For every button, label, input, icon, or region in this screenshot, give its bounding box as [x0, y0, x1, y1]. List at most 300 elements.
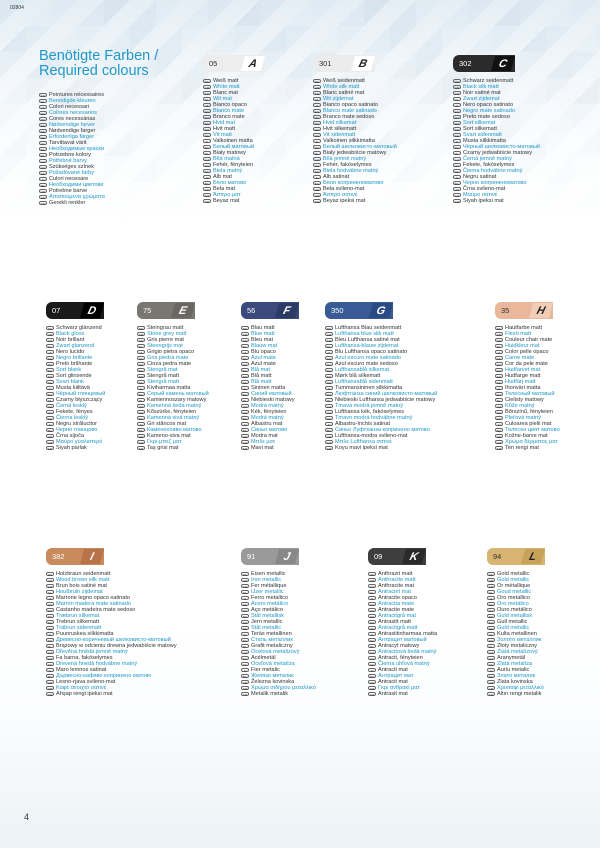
flag-icon: NO	[47, 620, 53, 625]
flag-icon: HR	[369, 680, 375, 685]
paint-name: Goud metallic	[497, 589, 532, 595]
paint-name: Carne mate	[505, 355, 535, 361]
paint-name-list	[241, 325, 295, 451]
flag-icon: DK	[314, 121, 320, 126]
flag-icon: FR	[489, 584, 493, 589]
flag-icon: PT	[325, 362, 333, 367]
paint-name: Blanc mat	[213, 90, 238, 96]
flag-icon: ES	[488, 602, 493, 607]
flag-icon: SK	[47, 416, 52, 421]
flag-icon: SK	[488, 662, 493, 667]
flag-icon: CZ	[41, 159, 45, 164]
flag-icon: NL	[39, 99, 47, 104]
paint-name: Kůže matný	[505, 403, 535, 409]
paint-name: Biały matowy	[213, 150, 246, 156]
paint-name: Antracitgrå matt	[378, 625, 418, 631]
paint-letter: D	[80, 303, 104, 318]
flag-icon: TR	[48, 692, 52, 697]
paint-name-row	[495, 445, 560, 451]
flag-icon: PT	[39, 117, 47, 122]
paint-code: 07	[52, 306, 61, 315]
paint-name-list	[325, 325, 437, 451]
paint-name: Steingrau matt	[147, 325, 184, 331]
flag-icon: DK	[242, 368, 248, 373]
paint-name: Czarny jedwabiście matowy	[463, 150, 533, 156]
flag-icon: PT	[487, 608, 495, 613]
paint-name: Hudfarvet mat	[505, 367, 541, 373]
paint-name: Желязо металик	[251, 673, 294, 679]
paint-name: Acero metálico	[251, 601, 288, 607]
paint-name: Синьо Луфтханза копринено матово	[335, 427, 430, 433]
flag-icon: DE	[204, 79, 210, 84]
paint-name: Sort blank	[56, 367, 82, 373]
flag-icon: PL	[241, 398, 249, 403]
language-label: Colori necessari	[49, 104, 90, 110]
flag-icon: FI	[46, 632, 54, 637]
flag-icon: SK	[369, 662, 374, 667]
flag-icon: DE	[314, 79, 320, 84]
flag-icon: CZ	[243, 404, 247, 409]
flag-icon: GB	[496, 332, 502, 337]
paint-name: Antraciet mat	[378, 589, 411, 595]
paint-name: Metalik metalik	[251, 691, 288, 697]
flag-icon: DE	[242, 326, 248, 331]
paint-name: Сталь металлик	[251, 637, 293, 643]
paint-name: Antracit mat	[378, 679, 408, 685]
paint-name: Kožne-barve mat	[505, 433, 548, 439]
paint-name: Siyah ipeksi mat	[463, 198, 504, 204]
flag-icon: FR	[48, 584, 52, 589]
flag-icon: IT	[241, 350, 249, 355]
paint-name: Svart blank	[56, 379, 84, 385]
flag-icon: NO	[496, 374, 502, 379]
paint-name: Fa barna, fakóselymes	[56, 655, 113, 661]
flag-icon: PT	[241, 362, 249, 367]
flag-icon: HR	[496, 434, 502, 439]
paint-name: Ihonväri matta	[505, 385, 541, 391]
flag-icon: DK	[204, 121, 210, 126]
paint-code: 05	[209, 59, 218, 68]
paint-name: Vit sidenmatt	[323, 132, 356, 138]
flag-icon: RU	[40, 147, 46, 152]
flag-icon: IT	[368, 596, 376, 601]
paint-name: Antracite mate	[378, 607, 415, 613]
paint-name: Anthracite matt	[378, 577, 416, 583]
paint-name: Kameno-siva mat	[147, 433, 191, 439]
flag-icon: TR	[139, 446, 143, 451]
paint-name-row	[241, 445, 295, 451]
flag-icon: GR	[326, 440, 332, 445]
paint-name: Чёрный шелковисто-матовый	[463, 144, 540, 150]
flag-icon: HU	[40, 165, 46, 170]
flag-icon: NL	[368, 590, 376, 595]
paint-name: Χρυσαφί μεταλλικό	[497, 685, 544, 691]
flag-icon: SI	[137, 422, 145, 427]
paint-name: Svart sidenmatt	[463, 132, 502, 138]
paint-name: Biały jedwabiście matowy	[323, 150, 387, 156]
flag-icon: RU	[138, 392, 144, 397]
flag-icon: NO	[138, 374, 144, 379]
flag-icon: NO	[369, 620, 375, 625]
flag-icon: TR	[497, 446, 501, 451]
flag-icon: DK	[496, 368, 502, 373]
flag-icon: HU	[314, 163, 320, 168]
paint-name: Bílá jemně matný	[323, 156, 367, 162]
flag-icon: BG	[40, 183, 46, 188]
paint-name: Nero opaco satinato	[463, 102, 514, 108]
flag-icon: GB	[369, 578, 375, 583]
paint-name: Bianco opaco satinato	[323, 102, 379, 108]
flag-icon: TR	[205, 199, 209, 204]
paint-name: Musta kiiltävä	[56, 385, 90, 391]
paint-name: IJzer metallic	[251, 589, 284, 595]
paint-swatch-f	[241, 302, 299, 319]
paint-name: Gold metallic	[497, 571, 530, 577]
flag-icon: PT	[46, 608, 54, 613]
paint-name-row	[453, 198, 540, 204]
flag-icon: CZ	[243, 650, 247, 655]
flag-icon: CZ	[497, 404, 501, 409]
flag-icon: FR	[243, 584, 247, 589]
flag-icon: GB	[138, 332, 144, 337]
paint-name-list	[453, 78, 540, 204]
paint-name: Lufthansa kék, fakóselymes	[335, 409, 405, 415]
language-label: Benodigde kleuren	[49, 98, 96, 104]
flag-icon: NL	[495, 344, 503, 349]
flag-icon: TR	[489, 692, 493, 697]
flag-icon: SK	[138, 416, 143, 421]
paint-name-row	[313, 198, 397, 204]
flag-icon: IT	[487, 596, 495, 601]
flag-icon: HR	[242, 434, 248, 439]
paint-swatch-k	[368, 548, 426, 565]
flag-icon: GB	[454, 85, 460, 90]
paint-name: Blanco mate satinado	[323, 108, 377, 114]
flag-icon: RU	[242, 638, 248, 643]
paint-name: Branco mate sedoso	[323, 114, 375, 120]
paint-name: Weiß matt	[213, 78, 239, 84]
paint-name: Taş grisi mat	[147, 445, 179, 451]
paint-name: Tummansininen silkkimatta	[335, 385, 403, 391]
paint-name: Beyaz ipeksi mat	[323, 198, 366, 204]
flag-icon: FI	[46, 386, 54, 391]
flag-icon: SK	[47, 662, 52, 667]
paint-name: Dřevěná hnědá jemně matný	[56, 649, 128, 655]
paint-name: Дървесно-кафяво копринено матово	[56, 673, 152, 679]
flag-icon: TR	[243, 446, 247, 451]
paint-name: Culoarea pielii mat	[505, 421, 552, 427]
flag-icon: IT	[203, 103, 211, 108]
flag-icon: RU	[47, 638, 53, 643]
flag-icon: GB	[314, 85, 320, 90]
language-label: Potřebné barvy	[49, 158, 87, 164]
paint-name-list	[46, 325, 105, 451]
paint-name: Azul oscuro mate satinado	[335, 355, 401, 361]
paint-swatch-a	[203, 55, 265, 72]
paint-name: Guld metallisk	[497, 613, 533, 619]
language-label: Culori necesare	[49, 176, 89, 182]
flag-icon: SE	[326, 380, 331, 385]
paint-name: Brązowy w odcieniu drewna jedwabiście matowy	[56, 643, 177, 649]
flag-icon: RU	[314, 145, 320, 150]
paint-name: Houtbruin zijdemat	[56, 589, 103, 595]
paint-name: Blanco mate	[213, 108, 245, 114]
language-label: Необходими цветове	[49, 182, 104, 188]
language-label: Tarvittavat värit	[49, 140, 87, 146]
flag-icon: RU	[47, 392, 53, 397]
flag-icon: GB	[326, 332, 332, 337]
paint-name: Ferro metallico	[251, 595, 288, 601]
paint-name: Træbrun silkemat	[56, 613, 100, 619]
paint-name: Niebieski matowy	[251, 397, 295, 403]
paint-name: Or métallique	[497, 583, 531, 589]
flag-icon: SE	[204, 133, 209, 138]
flag-icon: PT	[313, 115, 321, 120]
paint-name-row	[325, 445, 437, 451]
paint-name: Ten rengi mat	[505, 445, 539, 451]
flag-icon: ES	[47, 602, 52, 607]
paint-name: Black silk matt	[463, 84, 499, 90]
flag-icon: FI	[203, 139, 211, 144]
paint-name: Weiß seidenmatt	[323, 78, 365, 84]
flag-icon: NO	[204, 127, 210, 132]
paint-name: Μαύρο γυαλιστερό	[56, 439, 103, 445]
flag-icon: ES	[138, 356, 143, 361]
paint-name: White matt	[213, 84, 240, 90]
flag-icon: FI	[241, 632, 249, 637]
paint-name: Zlatá metalíza	[497, 661, 533, 667]
paint-name: Γκρι ανθρακί ματ	[378, 685, 420, 691]
paint-name: Белый шелковисто-матовый	[323, 144, 397, 150]
flag-icon: RU	[496, 392, 502, 397]
paint-name: Bőrszínű, fényteien	[505, 409, 553, 415]
paint-name: Μπλε Lufthansa σατινέ	[335, 439, 392, 445]
paint-name: Branco mate	[213, 114, 245, 120]
flag-icon: FR	[315, 91, 319, 96]
paint-name: Negru satinat	[463, 174, 497, 180]
paint-name: Blå matt	[251, 379, 272, 385]
paint-name: Lesno-rjava svileno-mat	[56, 679, 116, 685]
flag-icon: PT	[241, 608, 249, 613]
flag-icon: ES	[242, 602, 247, 607]
paint-name: Антрацит матовый	[378, 637, 427, 643]
paint-name: Preto brilhante	[56, 361, 93, 367]
paint-name-row	[46, 445, 105, 451]
paint-name: Črna svileno-mat	[463, 186, 506, 192]
paint-name: Zwart glanzend	[56, 343, 95, 349]
flag-icon: FI	[495, 386, 503, 391]
paint-swatch-l	[487, 548, 545, 565]
paint-name: Ahşap rengi ipeksi mat	[56, 691, 113, 697]
flag-icon: GR	[314, 193, 320, 198]
flag-icon: NL	[46, 590, 54, 595]
paint-name: Schwarz seidenmatt	[463, 78, 514, 84]
paint-name: Antrasit mat	[378, 691, 408, 697]
flag-icon: DE	[369, 572, 375, 577]
paint-name: Color pelle opaco	[505, 349, 549, 355]
paint-swatch-e	[137, 302, 195, 319]
flag-icon: BG	[314, 181, 320, 186]
flag-icon: ES	[454, 109, 459, 114]
paint-name: Antracitová šedá matný	[378, 649, 437, 655]
flag-icon: ES	[326, 356, 331, 361]
paint-name: Biela hodvábne matný	[323, 168, 379, 174]
flag-icon: HR	[314, 187, 320, 192]
language-legend	[39, 92, 105, 206]
flag-icon: NL	[46, 344, 54, 349]
flag-icon: GR	[488, 686, 494, 691]
flag-icon: SE	[40, 135, 45, 140]
flag-icon: PL	[137, 398, 145, 403]
paint-name: Biela matný	[213, 168, 243, 174]
flag-icon: HR	[242, 680, 248, 685]
paint-name: Телесен цвят матово	[505, 427, 560, 433]
paint-letter: K	[402, 549, 426, 564]
paint-name: Cinza pedra mate	[147, 361, 192, 367]
paint-name: Brun bois satiné mat	[56, 583, 107, 589]
paint-name: Wit zijdemat	[323, 96, 354, 102]
paint-name: Steengrijs mat	[147, 343, 183, 349]
paint-name: Modrá matný	[251, 415, 284, 421]
paint-name: Cor da pele mate	[505, 361, 548, 367]
paint-name: Ouro metálico	[497, 607, 532, 613]
flag-icon: HR	[326, 434, 332, 439]
paint-name: Kamiennoszary matowy	[147, 397, 207, 403]
paint-name: Antracita mate	[378, 601, 415, 607]
paint-letter: A	[241, 56, 265, 71]
flag-icon: SK	[314, 169, 319, 174]
paint-name: Антрацит мат	[378, 673, 414, 679]
flag-icon: DK	[47, 368, 53, 373]
flag-icon: NL	[203, 97, 211, 102]
flag-icon: NL	[241, 344, 249, 349]
flag-icon: DK	[242, 614, 248, 619]
flag-icon: GB	[242, 332, 248, 337]
paint-name: Stone grey matt	[147, 331, 187, 337]
paint-name: Blå mat	[251, 367, 270, 373]
paint-name: Anthrazit matt	[378, 571, 413, 577]
flag-icon: PL	[203, 151, 211, 156]
paint-name: Stengrå mat	[147, 367, 178, 373]
paint-name: Злато металик	[497, 673, 536, 679]
flag-icon: GR	[454, 193, 460, 198]
paint-swatch-j	[241, 548, 299, 565]
flag-icon: ES	[204, 109, 209, 114]
flag-icon: NO	[488, 620, 494, 625]
paint-name: Bianco opaco	[213, 102, 247, 108]
flag-icon: HU	[242, 656, 248, 661]
flag-icon: BG	[488, 674, 494, 679]
paint-name: Acélmetál	[251, 655, 276, 661]
paint-name-list	[241, 571, 316, 697]
paint-name: Antracit mat	[378, 667, 408, 673]
flag-icon: PL	[39, 153, 47, 158]
flag-icon: SI	[325, 422, 333, 427]
paint-name: Stål metallic	[251, 625, 282, 631]
paint-name: Huidkleur mat	[505, 343, 540, 349]
flag-icon: DE	[47, 326, 53, 331]
paint-name: Blu opaco	[251, 349, 276, 355]
flag-icon: IT	[453, 103, 461, 108]
flag-icon: NL	[325, 344, 333, 349]
paint-name: Antracite opaco	[378, 595, 417, 601]
paint-name: Holzbraun seidenmatt	[56, 571, 111, 577]
flag-icon: FI	[39, 141, 47, 146]
paint-name: Kulta metallinen	[497, 631, 537, 637]
flag-icon: CZ	[489, 650, 493, 655]
paint-name: Hvid mat	[213, 120, 236, 126]
language-label: Colores necesarios	[49, 110, 97, 116]
paint-name: Hautfarbe matt	[505, 325, 542, 331]
language-label: Gerekli renkler	[49, 200, 86, 206]
flag-icon: DK	[454, 121, 460, 126]
flag-icon: IT	[39, 105, 47, 110]
flag-icon: CZ	[455, 157, 459, 162]
paint-swatch-c	[453, 55, 515, 72]
flag-icon: PL	[453, 151, 461, 156]
flag-icon: PT	[137, 362, 145, 367]
flag-icon: PL	[241, 644, 249, 649]
paint-name: Ocelová metalizový	[251, 649, 300, 655]
flag-icon: SI	[453, 175, 461, 180]
paint-name: Modra mat	[251, 433, 278, 439]
paint-name: Zlata kovinska	[497, 679, 533, 685]
flag-icon: TR	[48, 446, 52, 451]
paint-name: Beyaz mat	[213, 198, 240, 204]
paint-swatch-g	[325, 302, 393, 319]
paint-name: Maro lemnos satinat	[56, 667, 107, 673]
flag-icon: PT	[368, 608, 376, 613]
flag-icon: GR	[47, 440, 53, 445]
paint-name: Blau matt	[251, 325, 275, 331]
flag-icon: SI	[368, 668, 376, 673]
paint-name: Μαύρο σατινέ	[463, 192, 498, 198]
flag-icon: HR	[47, 680, 53, 685]
paint-code: 350	[331, 306, 344, 315]
paint-name: Kiviharmaa matta	[147, 385, 191, 391]
paint-name: Nero lucido	[56, 349, 85, 355]
paint-name: Valkoinen matta	[213, 138, 253, 144]
flag-icon: TR	[455, 199, 459, 204]
paint-name: Črna sijoča	[56, 433, 84, 439]
language-row	[39, 200, 105, 206]
paint-name: Čierna uhľová matný	[378, 661, 430, 667]
paint-name: Бяло коприненоматово	[323, 180, 384, 186]
paint-name-list	[313, 78, 397, 204]
flag-icon: DE	[326, 326, 332, 331]
paint-name: Fekete, fakóselymes	[463, 162, 515, 168]
paint-letter: B	[351, 56, 375, 71]
flag-icon: BG	[454, 181, 460, 186]
language-label: Nødvendige farger	[49, 128, 96, 134]
paint-name: Černá jemně matný	[463, 156, 512, 162]
flag-icon: FR	[205, 91, 209, 96]
paint-name: Mavi mat	[251, 445, 274, 451]
flag-icon: DK	[40, 123, 46, 128]
paint-name: Wit mat	[213, 96, 232, 102]
flag-icon: NL	[453, 97, 461, 102]
paint-name: Blauw mat	[251, 343, 278, 349]
flag-icon: SI	[487, 668, 495, 673]
paint-name: Wood brown silk matt	[56, 577, 110, 583]
paint-name: Stengrå matt	[147, 373, 180, 379]
flag-icon: FR	[139, 338, 143, 343]
language-label: Peintures nécessaires	[49, 92, 105, 98]
paint-name: Čierna lesklý	[56, 415, 89, 421]
flag-icon: HR	[204, 187, 210, 192]
paint-name: Lufthansa blue silk matt	[335, 331, 394, 337]
paint-name: Kamenná sivá matný	[147, 415, 200, 421]
